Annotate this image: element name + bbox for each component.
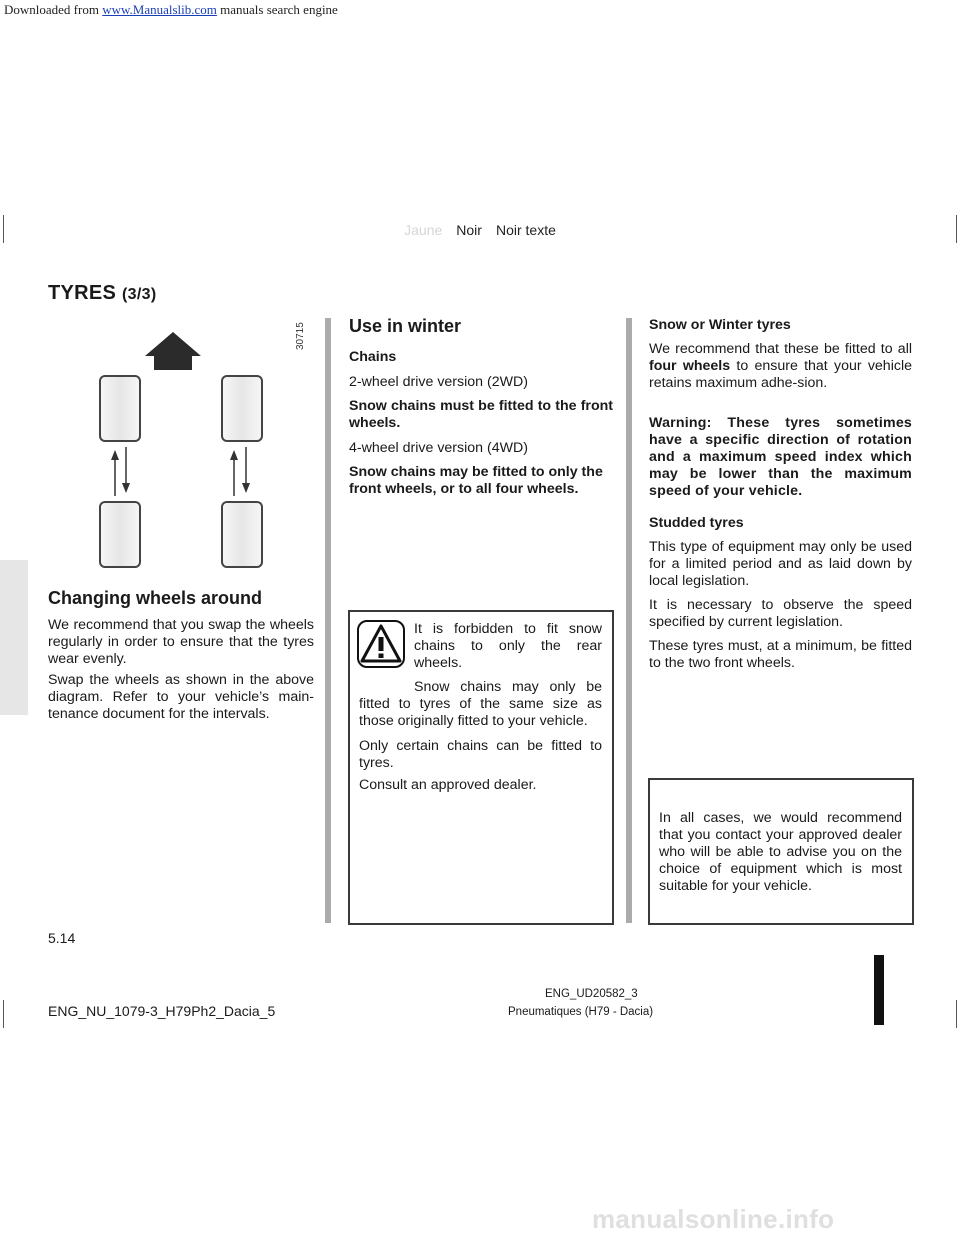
crop-mark <box>956 1000 957 1028</box>
col2-2wd-rule: Snow chains must be fitted to the front wheels. <box>349 398 613 431</box>
color-jaune: Jaune <box>404 222 443 238</box>
col3-paragraph-4: It is necessary to observe the speed specified by current legislation. <box>649 597 912 630</box>
watermark: manualsonline.info <box>592 1204 835 1234</box>
col1-paragraph-1: We recommend that you swap the wheels regularly in order to ensure that the tyres wear evenly. <box>48 617 314 667</box>
download-notice <box>4 2 338 18</box>
tyre-rear-right <box>222 502 262 567</box>
wheel-rotation-diagram <box>48 310 316 582</box>
wheel-diagram-svg <box>48 310 316 582</box>
chapter-thumb-mark <box>874 955 884 1025</box>
figure-number: 30715 <box>295 322 306 350</box>
crop-mark <box>3 1000 4 1028</box>
column-separator <box>325 318 331 923</box>
info-paragraph: In all cases, we would recommend that you contact your approved dealer who will be able to advise you on the choice of equipment which is most suitable for your vehicle. <box>659 810 902 894</box>
warning-icon <box>357 620 405 668</box>
download-suffix: manuals search engine <box>216 2 338 17</box>
col3-paragraph-5: These tyres must, at a minimum, be fitted to the two front wheels. <box>649 638 912 671</box>
unit-code: ENG_UD20582_3 <box>545 988 638 1000</box>
tyre-front-right <box>222 376 262 441</box>
tyre-front-left <box>100 376 140 441</box>
color-separation-labels <box>0 222 960 238</box>
warning-paragraph-4: Consult an approved dealer. <box>359 777 537 793</box>
column-separator <box>626 318 632 923</box>
page-number: 5.14 <box>48 930 76 946</box>
warning-paragraph-3: Only certain chains can be fitted to tyres. <box>359 738 602 771</box>
chains-subheading: Chains <box>349 349 397 365</box>
download-prefix: Downloaded from <box>4 2 103 17</box>
title-part: (3/3) <box>122 286 157 303</box>
studded-tyres-subheading: Studded tyres <box>649 515 744 531</box>
col3-warning-paragraph: Warning: These tyres sometimes have a specific direction of rotation and a maximum speed index which may be lower than the maximum speed of your vehicle. <box>649 415 912 499</box>
manualslib-link[interactable]: www.Manualslib.com <box>102 2 217 17</box>
title-main: TYRES <box>48 282 117 304</box>
page-title <box>48 282 156 305</box>
color-noir-texte: Noir texte <box>495 222 556 238</box>
col1-paragraph-2: Swap the wheels as shown in the above diagram. Refer to your vehicle’s main-tenance document for the intervals. <box>48 672 314 722</box>
winter-tyres-subheading: Snow or Winter tyres <box>649 317 791 333</box>
warning-paragraph-2: Snow chains may only be fitted to tyres of the same size as those originally fitted to your vehicle. <box>359 679 602 729</box>
unit-subtitle: Pneumatiques (H79 - Dacia) <box>508 1006 654 1018</box>
document-code: ENG_NU_1079-3_H79Ph2_Dacia_5 <box>48 1003 276 1019</box>
col2-4wd-rule: Snow chains may be fitted to only the front wheels, or to all four wheels. <box>349 464 603 497</box>
changing-wheels-heading: Changing wheels around <box>48 588 263 608</box>
col2-4wd-label: 4-wheel drive version (4WD) <box>349 440 528 456</box>
forward-arrow-icon <box>145 332 201 370</box>
color-noir: Noir <box>456 222 482 238</box>
tyre-rear-left <box>100 502 140 567</box>
col2-2wd-label: 2-wheel drive version (2WD) <box>349 374 528 390</box>
warning-paragraph-1: It is forbidden to fit snow chains to only the rear wheels. <box>414 621 602 671</box>
section-side-tab <box>0 560 28 715</box>
col3-paragraph-3: This type of equipment may only be used for a limited period and as laid down by local legislation. <box>649 539 912 589</box>
four-wheels-emphasis: four wheels <box>649 358 731 374</box>
use-in-winter-heading: Use in winter <box>349 316 462 336</box>
col3-paragraph-1: We recommend that these be fitted to all four wheels to ensure that your vehicle retains maximum adhe-sion. <box>649 341 912 391</box>
